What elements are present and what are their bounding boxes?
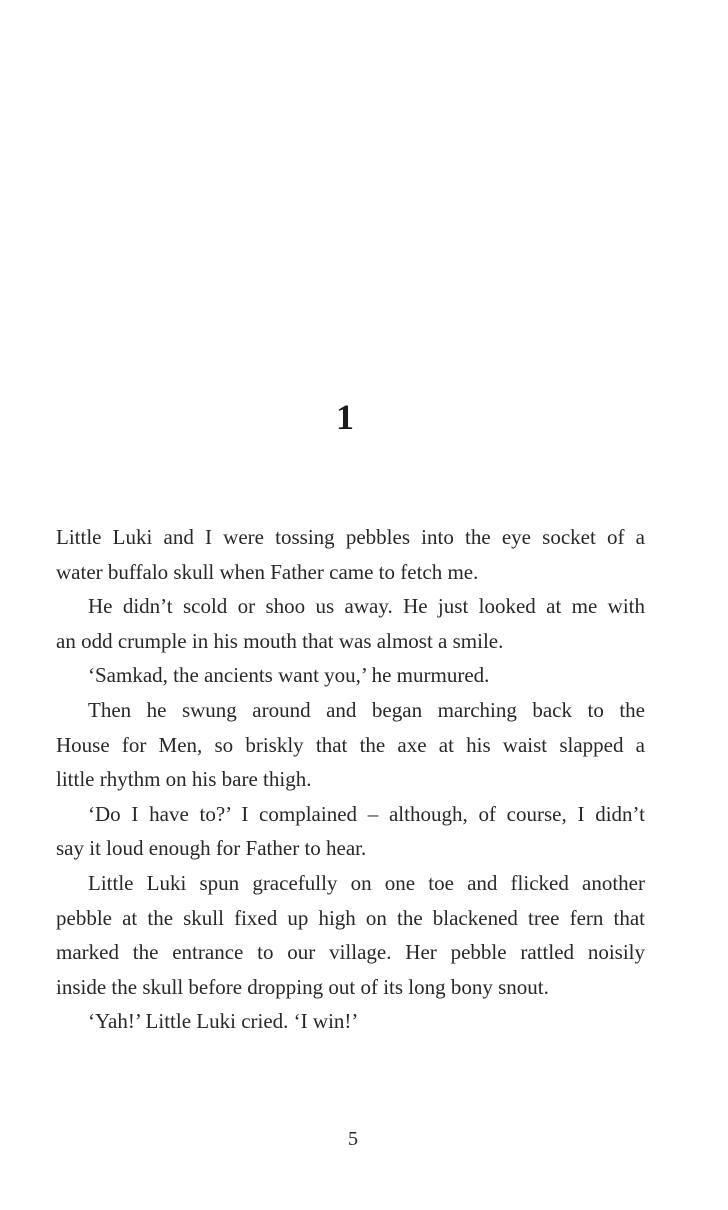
chapter-body — [56, 520, 645, 1039]
text-line: ‘Do I have to?’ I complained – although, of course, I didn’t — [88, 801, 645, 826]
paragraph — [56, 589, 645, 658]
text-line: inside the skull before dropping out of its long bony snout. — [56, 974, 549, 999]
text-line: ‘Samkad, the ancients want you,’ he murmured. — [88, 663, 490, 688]
paragraph — [56, 797, 645, 866]
text-line: an odd crumple in his mouth that was almost a smile. — [56, 628, 504, 653]
chapter-number: 1 — [336, 397, 354, 437]
paragraph — [56, 866, 645, 1004]
text-line: Little Luki spun gracefully on one toe and flicked another — [88, 870, 645, 895]
text-line: He didn’t scold or shoo us away. He just looked at me with — [88, 594, 645, 619]
text-line: marked the entrance to our village. Her pebble rattled noisily — [56, 940, 645, 965]
paragraph — [56, 658, 645, 693]
text-line: Little Luki and I were tossing pebbles into the eye socket of a — [56, 525, 645, 549]
text-line: pebble at the skull fixed up high on the blackened tree fern that — [56, 905, 645, 930]
text-line: Then he swung around and began marching back to the — [88, 697, 645, 722]
page-number: 5 — [348, 1128, 358, 1150]
text-line: say it loud enough for Father to hear. — [56, 836, 367, 861]
text-line: water buffalo skull when Father came to fetch me. — [56, 559, 479, 584]
paragraph — [56, 1004, 645, 1039]
paragraph — [56, 693, 645, 797]
text-line: little rhythm on his bare thigh. — [56, 767, 312, 792]
paragraph — [56, 520, 645, 589]
text-line: House for Men, so briskly that the axe at his waist slapped a — [56, 732, 645, 757]
text-line: ‘Yah!’ Little Luki cried. ‘I win!’ — [88, 1009, 359, 1034]
